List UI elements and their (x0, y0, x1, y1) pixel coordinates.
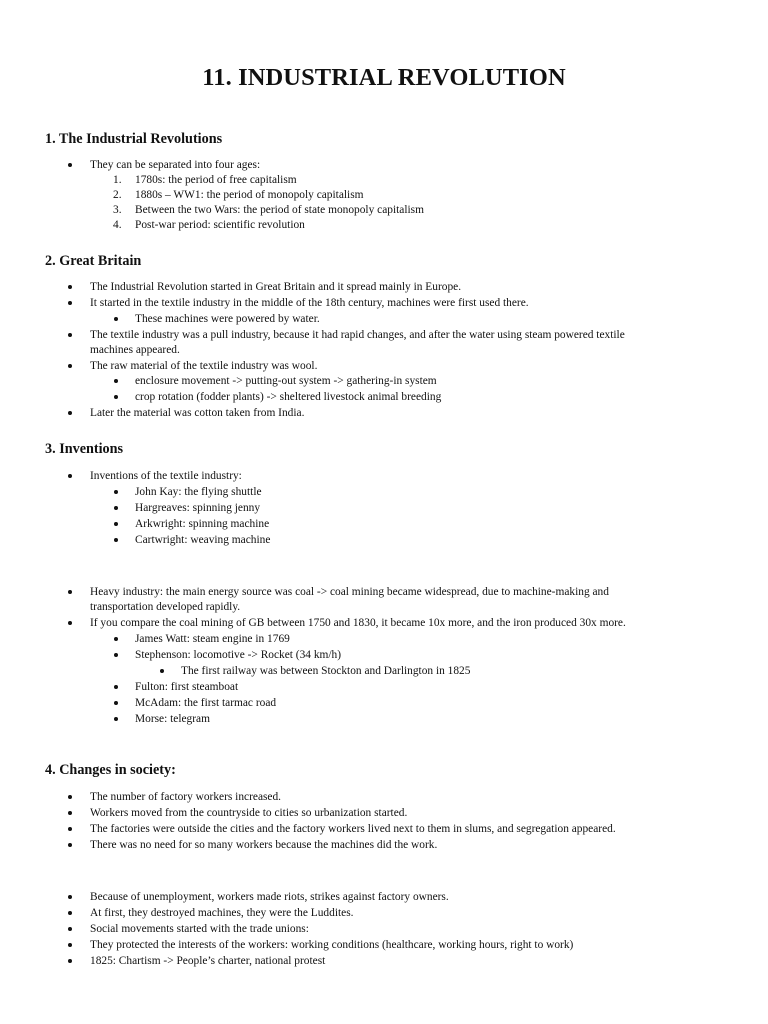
list-item: enclosure movement -> putting-out system -> gathering-in system (135, 375, 437, 387)
list-item: If you compare the coal mining of GB between 1750 and 1830, it became 10x more, and the iron produced 30x more. (90, 617, 626, 629)
list-item: Inventions of the textile industry: (90, 470, 242, 482)
list-item: Heavy industry: the main energy source was coal -> coal mining became widespread, due to machine-making and (90, 586, 609, 598)
list-number: 3. (113, 204, 122, 216)
section-heading-great-britain: 2. Great Britain (45, 253, 142, 269)
list-item: It started in the textile industry in the middle of the 18th century, machines were first used there. (90, 297, 529, 309)
bullet-icon (68, 927, 72, 931)
list-number: 1. (113, 174, 122, 186)
list-item: Social movements started with the trade unions: (90, 923, 309, 935)
bullet-icon (114, 317, 118, 321)
bullet-icon (68, 827, 72, 831)
bullet-icon (114, 653, 118, 657)
list-item: Between the two Wars: the period of state monopoly capitalism (135, 204, 424, 216)
bullet-icon (68, 301, 72, 305)
bullet-icon (68, 590, 72, 594)
bullet-icon (114, 637, 118, 641)
list-item: They protected the interests of the workers: working conditions (healthcare, working hours, right to work) (90, 939, 574, 951)
bullet-icon (68, 285, 72, 289)
bullet-icon (68, 943, 72, 947)
list-item: At first, they destroyed machines, they were the Luddites. (90, 907, 354, 919)
list-item: Because of unemployment, workers made riots, strikes against factory owners. (90, 891, 449, 903)
bullet-icon (68, 621, 72, 625)
list-item: The raw material of the textile industry was wool. (90, 360, 318, 372)
bullet-icon (114, 685, 118, 689)
list-item: The Industrial Revolution started in Great Britain and it spread mainly in Europe. (90, 281, 462, 293)
bullet-icon (114, 717, 118, 721)
bullet-icon (68, 163, 72, 167)
section-heading-changes-in-society: 4. Changes in society: (45, 762, 176, 778)
list-item: Stephenson: locomotive -> Rocket (34 km/h) (135, 649, 342, 661)
list-number: 4. (113, 219, 122, 231)
list-item: crop rotation (fodder plants) -> sheltered livestock animal breeding (135, 391, 442, 403)
list-item: Fulton: first steamboat (135, 681, 239, 693)
bullet-icon (114, 379, 118, 383)
list-item-continued: transportation developed rapidly. (90, 601, 241, 613)
list-item: McAdam: the first tarmac road (135, 697, 277, 709)
section-heading-inventions: 3. Inventions (45, 441, 124, 457)
list-item: 1780s: the period of free capitalism (135, 174, 297, 186)
bullet-icon (68, 895, 72, 899)
list-item: John Kay: the flying shuttle (135, 486, 262, 498)
list-item: The first railway was between Stockton and Darlington in 1825 (181, 665, 471, 677)
list-item: The factories were outside the cities and the factory workers lived next to them in slums, and segregation appeared. (90, 823, 616, 835)
list-item: There was no need for so many workers because the machines did the work. (90, 839, 438, 851)
list-item: 1825: Chartism -> People’s charter, national protest (90, 955, 326, 967)
bullet-icon (68, 474, 72, 478)
list-item-continued: machines appeared. (90, 344, 180, 356)
bullet-icon (68, 959, 72, 963)
bullet-icon (114, 490, 118, 494)
list-item: Hargreaves: spinning jenny (135, 502, 261, 514)
list-item: They can be separated into four ages: (90, 159, 261, 171)
list-item: Arkwright: spinning machine (135, 518, 270, 530)
page-title: 11. INDUSTRIAL REVOLUTION (202, 64, 566, 91)
bullet-icon (114, 506, 118, 510)
bullet-icon (68, 364, 72, 368)
list-item: Workers moved from the countryside to cities so urbanization started. (90, 807, 408, 819)
list-item: Later the material was cotton taken from India. (90, 407, 305, 419)
bullet-icon (68, 811, 72, 815)
list-item: James Watt: steam engine in 1769 (135, 633, 290, 645)
bullet-icon (114, 395, 118, 399)
list-item: Morse: telegram (135, 713, 210, 725)
list-number: 2. (113, 189, 122, 201)
bullet-icon (68, 843, 72, 847)
bullet-icon (114, 701, 118, 705)
list-item: Cartwright: weaving machine (135, 534, 271, 546)
bullet-icon (114, 538, 118, 542)
list-item: These machines were powered by water. (135, 313, 320, 325)
bullet-icon (114, 522, 118, 526)
bullet-icon (68, 795, 72, 799)
bullet-icon (68, 411, 72, 415)
list-item: 1880s – WW1: the period of monopoly capitalism (135, 189, 364, 201)
list-item: Post-war period: scientific revolution (135, 219, 305, 231)
list-item: The number of factory workers increased. (90, 791, 282, 803)
bullet-icon (160, 669, 164, 673)
list-item: The textile industry was a pull industry, because it had rapid changes, and after the water using steam powered textile (90, 329, 625, 341)
bullet-icon (68, 911, 72, 915)
bullet-icon (68, 333, 72, 337)
section-heading-industrial-revolutions: 1. The Industrial Revolutions (45, 131, 223, 147)
